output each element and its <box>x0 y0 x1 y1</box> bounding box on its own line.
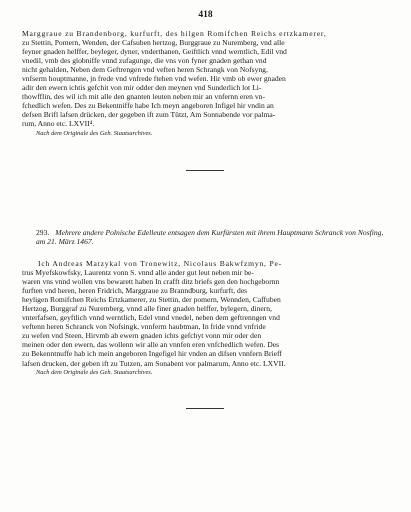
doc1-line: zu Stettin, Pomern, Wenden, der Cafsuben hertzog, Burggraue zu Nuremberg, vnd alle <box>22 38 285 48</box>
doc1-source-note: Nach dem Originale des Geh. Staatsarchives. <box>36 129 153 137</box>
doc2-title: Mehrere andere Polnische Edelleute entsagen dem Kurfürsten mit ihrem Hauptmann Schranck von Nosfing, am 21. März 1467. <box>36 228 384 247</box>
doc1-line: vnfserm houptmanne, jn frede vnd vnfrede ftehen vnd wefen. Hir vmb ob ewer gnaden <box>22 74 286 84</box>
doc2-line: Hertzog, Burggraf zu Nuremberg, vnnd alle finer gnaden helffer, bylegern, dinern, <box>22 304 272 314</box>
doc1-line: rum, Anno etc. LXVII⁴. <box>22 119 95 129</box>
document-2-body <box>22 259 395 377</box>
doc2-line: trus Myefskowfsky, Laurentz vonn S. vnnd alle ander gut leut neben mir be- <box>22 268 254 278</box>
page-number: 418 <box>198 10 213 20</box>
doc2-number: 293. <box>36 228 50 237</box>
doc1-line: feyner gnaden helffer, beyleger, dyner, vnderthanen, Geiftlich vnnd werntlich, Edil vnd <box>22 47 287 57</box>
section-divider <box>186 170 224 171</box>
doc1-line: nicht gehalden, Neben dem Geftrengen vnd veften heren Schrangk von Nofsyng, <box>22 65 268 75</box>
section-divider <box>186 408 224 409</box>
doc1-line: defsen Brifl lafsen drücken, der gegeben ift zum Tützt, Am Sonnabende vor palma- <box>22 110 276 120</box>
doc1-line: Marggraue zu Brandenborg, kurfurft, des hilgen Romifchen Reichs ertzkamerer, <box>22 29 327 38</box>
doc1-line: fchedlich wefen. Des zu Bekentniffe habe Ich meyn angeboren Infigel hir vndin an <box>22 101 274 111</box>
doc2-line: zu wefen vnd Steen. Hirvmb ab ewern gnaden ichts gefchyt vonn mir oder den <box>22 331 262 341</box>
doc2-source-note: Nach dem Originale des Geh. Staatsarchives. <box>36 368 153 376</box>
doc1-line: adir den ewern ichtis gefchit von mir odder den meynen vnd Sunderlich lot Li- <box>22 83 262 93</box>
doc1-line: thowfflin, des wil ich mit alle den gnanten leuten neben mir an vnfernn eren vn- <box>22 92 265 102</box>
doc2-line: vnterfafsen, geyftlich vnnd werntlich, Edel vnnd vnedel, neben dem geftrenngen vnd <box>22 313 280 323</box>
doc2-line: veftenn heren Schranck von Nofsingk, vnnferm haubtman, In fride vnnd vnfride <box>22 322 266 332</box>
doc2-line: lafsen drucken, der geben ift zu Tutzen, am Sonabent vor palmarum, Anno etc. LXVII. <box>22 358 286 368</box>
document-1-body <box>22 29 395 138</box>
doc1-line: vnedil, vmb des globniffe vnnd zufagunge, die vns von fyner gnaden gethan vnd <box>22 56 267 66</box>
doc2-line: heyligen Romifchen Reichs Ertzkamerer, zu Stettin, der pomern, Wennden, Caffuben <box>22 295 281 305</box>
doc2-line: waren vns vnnd wollen vns bewarett haben In crafft ditz briefs gen den hochgebornn <box>22 277 280 287</box>
doc2-line: meinen oder den ewern, das wollenn wir alle an vnnfen eren vnfchedlich wefen. Des <box>22 340 280 350</box>
doc2-line: furften vnd heren, heren Fridrich, Marggraue zu Branndburg, kurfurft, des <box>22 286 248 296</box>
doc2-line: zu Bekenntnuffe hab ich mein angeboren Ingefigel hir vnden an difsen vnnfern Brieff <box>22 349 282 359</box>
document-2-heading <box>36 228 394 246</box>
doc2-line: Ich Andreas Matzykal von Tronewitz, Nicolaus Bakwfzmyn, Pe- <box>38 259 282 268</box>
